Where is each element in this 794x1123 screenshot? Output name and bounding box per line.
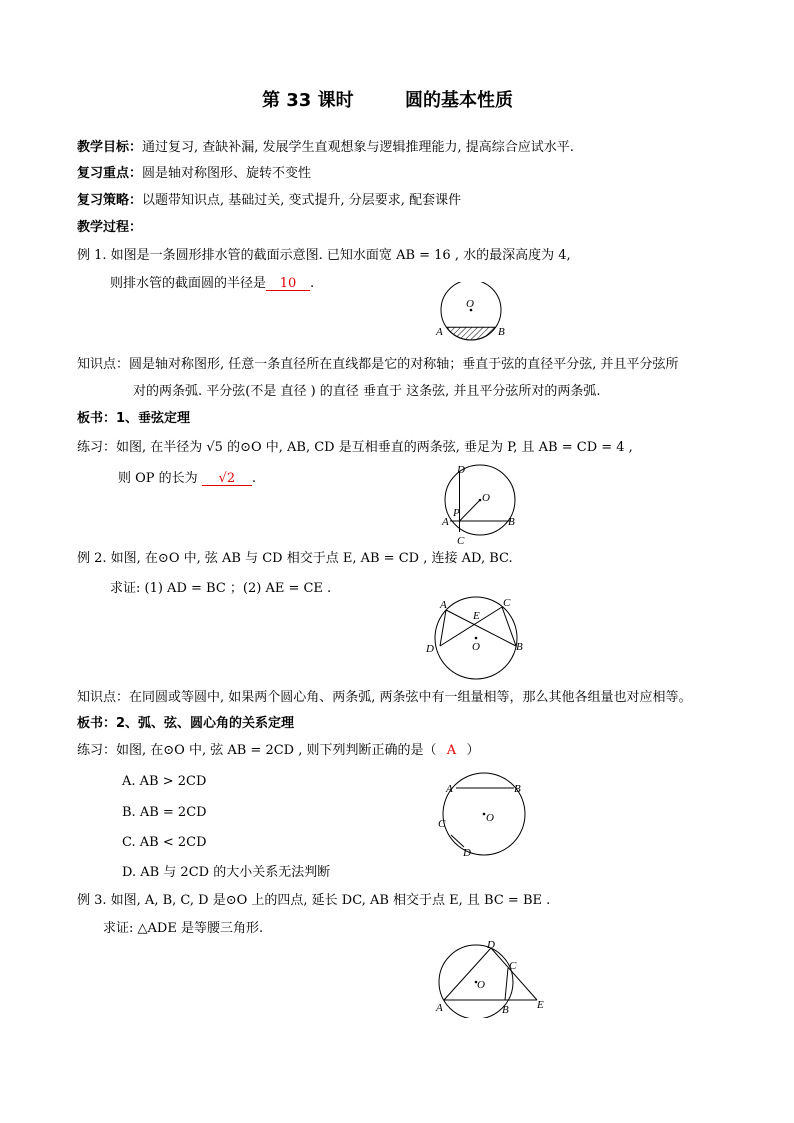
figure-4-chord-arcs bbox=[432, 768, 532, 860]
figure-3-intersecting-chords bbox=[420, 592, 530, 682]
label-o: O bbox=[466, 298, 474, 310]
kp1-line2: 对的两条弧. 平分弦(不是 直径 ) 的直径 垂直于 这条弦, 并且平分弦所对的两条弧. bbox=[133, 384, 601, 399]
label-e: E bbox=[473, 610, 480, 622]
focus-line bbox=[77, 167, 311, 180]
label-e: E bbox=[537, 999, 544, 1011]
prac1-period: . bbox=[251, 471, 256, 486]
prac1-answer: √2 bbox=[202, 472, 252, 486]
label-p: P bbox=[453, 507, 460, 519]
ex1-line2-text: 则排水管的截面圆的半径是 bbox=[110, 276, 267, 291]
water-segment bbox=[447, 327, 496, 340]
label-d: D bbox=[487, 939, 495, 951]
prac2-line1-close: ） bbox=[466, 743, 480, 758]
label-o: O bbox=[477, 979, 485, 991]
figure-1-pipe bbox=[432, 282, 512, 352]
label-a: A bbox=[436, 326, 443, 338]
strategy-label: 复习策略： bbox=[77, 193, 143, 208]
label-b: B bbox=[508, 516, 515, 528]
goal-label: 教学目标： bbox=[77, 140, 143, 155]
option-d: D. AB 与 2CD 的大小关系无法判断 bbox=[122, 865, 331, 880]
label-b: B bbox=[514, 783, 521, 795]
option-c: C. AB < 2CD bbox=[122, 835, 207, 850]
ex1-period: . bbox=[310, 276, 315, 291]
lesson-number: 第 33 课时 bbox=[262, 90, 354, 111]
label-b: B bbox=[498, 326, 505, 338]
option-a: A. AB > 2CD bbox=[122, 774, 207, 789]
process-label: 教学过程： bbox=[77, 220, 143, 235]
prac2-line1 bbox=[77, 744, 480, 757]
goal-text: 通过复习, 查缺补漏, 发展学生直观想象与逻辑推理能力, 提高综合应试水平. bbox=[142, 140, 574, 155]
board-2: 板书：2、弧、弦、圆心角的关系定理 bbox=[77, 716, 295, 731]
label-o: O bbox=[482, 492, 490, 504]
focus-text: 圆是轴对称图形、旋转不变性 bbox=[142, 166, 312, 181]
label-b: B bbox=[502, 1004, 509, 1016]
label-c: C bbox=[509, 960, 517, 972]
label-a: A bbox=[442, 516, 449, 528]
label-o: O bbox=[486, 812, 494, 824]
kp2-line: 知识点：在同圆或等圆中, 如果两个圆心角、两条弧, 两条弦中有一组量相等，那么其他各组量也对应相等。 bbox=[77, 690, 692, 705]
strategy-line bbox=[77, 194, 461, 207]
label-c: C bbox=[457, 535, 465, 547]
ex3-line2: 求证: △ADE 是等腰三角形. bbox=[103, 921, 264, 936]
label-a: A bbox=[440, 599, 447, 611]
kp1-line1: 知识点：圆是轴对称图形, 任意一条直径所在直线都是它的对称轴；垂直于弦的直径平分弦, 并且平分弦所 bbox=[77, 357, 679, 372]
label-d: D bbox=[457, 464, 465, 476]
label-c: C bbox=[438, 818, 446, 830]
label-c: C bbox=[503, 597, 511, 609]
ex3-line1: 例 3. 如图, A, B, C, D 是⊙O 上的四点, 延长 DC, AB 相交于点 E, 且 BC = BE . bbox=[77, 893, 551, 908]
label-d: D bbox=[426, 643, 434, 655]
label-d: D bbox=[463, 847, 471, 859]
ex2-line2: 求证: (1) AD = BC ；(2) AE = CE . bbox=[110, 581, 332, 596]
ex1-line1: 例 1. 如图是一条圆形排水管的截面示意图. 已知水面宽 AB = 16 , 水的最深高度为 4, bbox=[77, 248, 571, 263]
prac2-answer: A bbox=[446, 743, 457, 758]
goal-line bbox=[77, 141, 574, 154]
ex1-answer: 10 bbox=[266, 277, 310, 291]
label-a: A bbox=[446, 783, 453, 795]
label-o: O bbox=[472, 641, 480, 653]
ex2-line1: 例 2. 如图, 在⊙O 中, 弦 AB 与 CD 相交于点 E, AB = CD , 连接 AD, BC. bbox=[77, 551, 513, 566]
prac1-line2 bbox=[118, 472, 256, 486]
prac1-line2-text: 则 OP 的长为 bbox=[118, 471, 198, 486]
figure-2-perpendicular-chords bbox=[438, 462, 523, 547]
page-title: 圆的基本性质 bbox=[405, 90, 513, 111]
prac2-line1-text: 练习：如图, 在⊙O 中, 弦 AB = 2CD , 则下列判断正确的是（ bbox=[77, 743, 437, 758]
focus-label: 复习重点： bbox=[77, 166, 143, 181]
option-b: B. AB = 2CD bbox=[122, 805, 207, 820]
board-1: 板书：1、垂弦定理 bbox=[77, 411, 191, 426]
label-b: B bbox=[516, 641, 523, 653]
figure-5-cyclic-quadrilateral bbox=[430, 938, 550, 1018]
prac1-line1: 练习：如图, 在半径为 √5 的⊙O 中, AB, CD 是互相垂直的两条弦, 垂足为 P, 且 AB = CD = 4 , bbox=[77, 440, 633, 455]
ex1-line2 bbox=[110, 277, 314, 291]
label-a: A bbox=[436, 1002, 443, 1014]
strategy-text: 以题带知识点, 基础过关, 变式提升, 分层要求, 配套课件 bbox=[142, 193, 462, 208]
